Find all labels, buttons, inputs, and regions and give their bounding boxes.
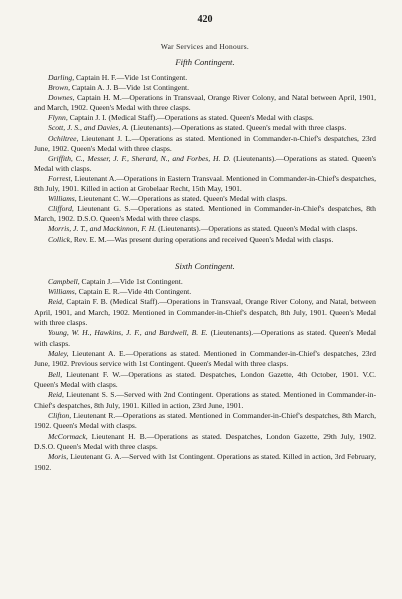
running-head: War Services and Honours. — [160, 42, 250, 51]
section-title-sixth-contingent: Sixth Contingent. — [175, 260, 235, 271]
entry: Williams, Lieutenant C. W.—Operations as stated. Queen's Medal with clasps. — [48, 194, 288, 204]
entry: Downes, Captain H. M.—Operations in Transvaal, Orange River Colony, and Natal between April, 1901, and March, 1902. Queen's Medal with three clasps. — [34, 93, 376, 113]
entry: Reid, Lieutenant S. S.—Served with 2nd Contingent. Operations as stated. Mentioned in Commander-in-Chief's despatches, 8th July, 1901. Killed in action, 23rd June, 1901. — [34, 390, 376, 410]
entry: Young, W. H., Hawkins, J. F., and Bardwell, B. E. (Lieutenants).—Operations as stated. Queen's Medal with clasps. — [34, 328, 376, 348]
entry: Flynn, Captain J. I. (Medical Staff).—Operations as stated. Queen's Medal with clasps. — [48, 113, 314, 123]
entries-sixth-contingent — [34, 277, 376, 474]
entry: Scott, J. S., and Davies, A. (Lieutenants).—Operations as stated. Queen's medal with three clasps. — [48, 123, 347, 133]
document-page — [34, 14, 376, 473]
page-number: 420 — [197, 14, 213, 25]
entry: Morris, J. T., and Mackinnon, F. H. (Lieutenants).—Operations as stated. Queen's Medal with clasps. — [48, 224, 358, 234]
entry: Clifford, Lieutenant G. S.—Operations as stated. Mentioned in Commander-in-Chief's despatches, 8th March, 1902. D.S.O. Queen's Medal with three clasps. — [34, 204, 376, 224]
entry: Reid, Captain F. B. (Medical Staff).—Operations in Transvaal, Orange River Colony, and Natal, between April, 1901, and March, 1902. Mentioned in Commander-in-Chief's despatch, 8th July, 1901. Queen's Medal with three clasps. — [34, 297, 376, 327]
entry: Clifton, Lieutenant R.—Operations as stated. Mentioned in Commander-in-Chief's despatches, 8th March, 1902. Queen's Medal with clasps. — [34, 411, 376, 431]
entry: Moris, Lieutenant G. A.—Served with 1st Contingent. Operations as stated. Killed in action, 3rd February, 1902. — [34, 452, 376, 472]
entries-fifth-contingent — [34, 73, 376, 245]
entry: McCormack, Lieutenant H. B.—Operations as stated. Despatches, London Gazette, 29th July, 1902. D.S.O. Queen's Medal with three clasps. — [34, 431, 376, 452]
entry: Brown, Captain A. J. B—Vide 1st Contingent. — [48, 83, 190, 93]
entry: Darling, Captain H. F.—Vide 1st Contingent. — [48, 73, 188, 82]
entry: Griffith, C., Messer, J. F., Sherard, N., and Forbes, H. D. (Lieutenants).—Operations as stated. Queen's Medal with clasps. — [34, 153, 376, 173]
entry: Williams, Captain E. R.—Vide 4th Contingent. — [48, 286, 192, 296]
entry: Ochiltree, Lieutenant J. L.—Operations as stated. Mentioned in Commander-n-Chief's despatches, 23rd June, 1902. Queen's Medal with three clasps. — [34, 133, 376, 153]
entry: Forrest, Lieutenant A.—Operations in Eastern Transvaal. Mentioned in Commander-in-Chief's despatches, 8th July, 1901. Killed in action at Grobelaar Recht, 15th May, 1901. — [34, 173, 376, 194]
entry: Maley, Lieutenant A. E.—Operations as stated. Mentioned in Commander-in-Chief's despatches, 23rd June, 1902. Previous service with 1st Contingent. Queen's Medal with three clasps. — [34, 349, 376, 369]
entry: Campbell, Captain J.—Vide 1st Contingent. — [48, 276, 183, 286]
entry: Collick, Rev. E. M.—Was present during operations and received Queen's Medal with clasps. — [48, 234, 334, 244]
entry: Bell, Lieutenant F. W.—Operations as stated. Despatches, London Gazette, 4th October, 1901. V.C. Queen's Medal with clasps. — [34, 369, 376, 390]
section-title-fifth-contingent: Fifth Contingent. — [175, 57, 235, 67]
